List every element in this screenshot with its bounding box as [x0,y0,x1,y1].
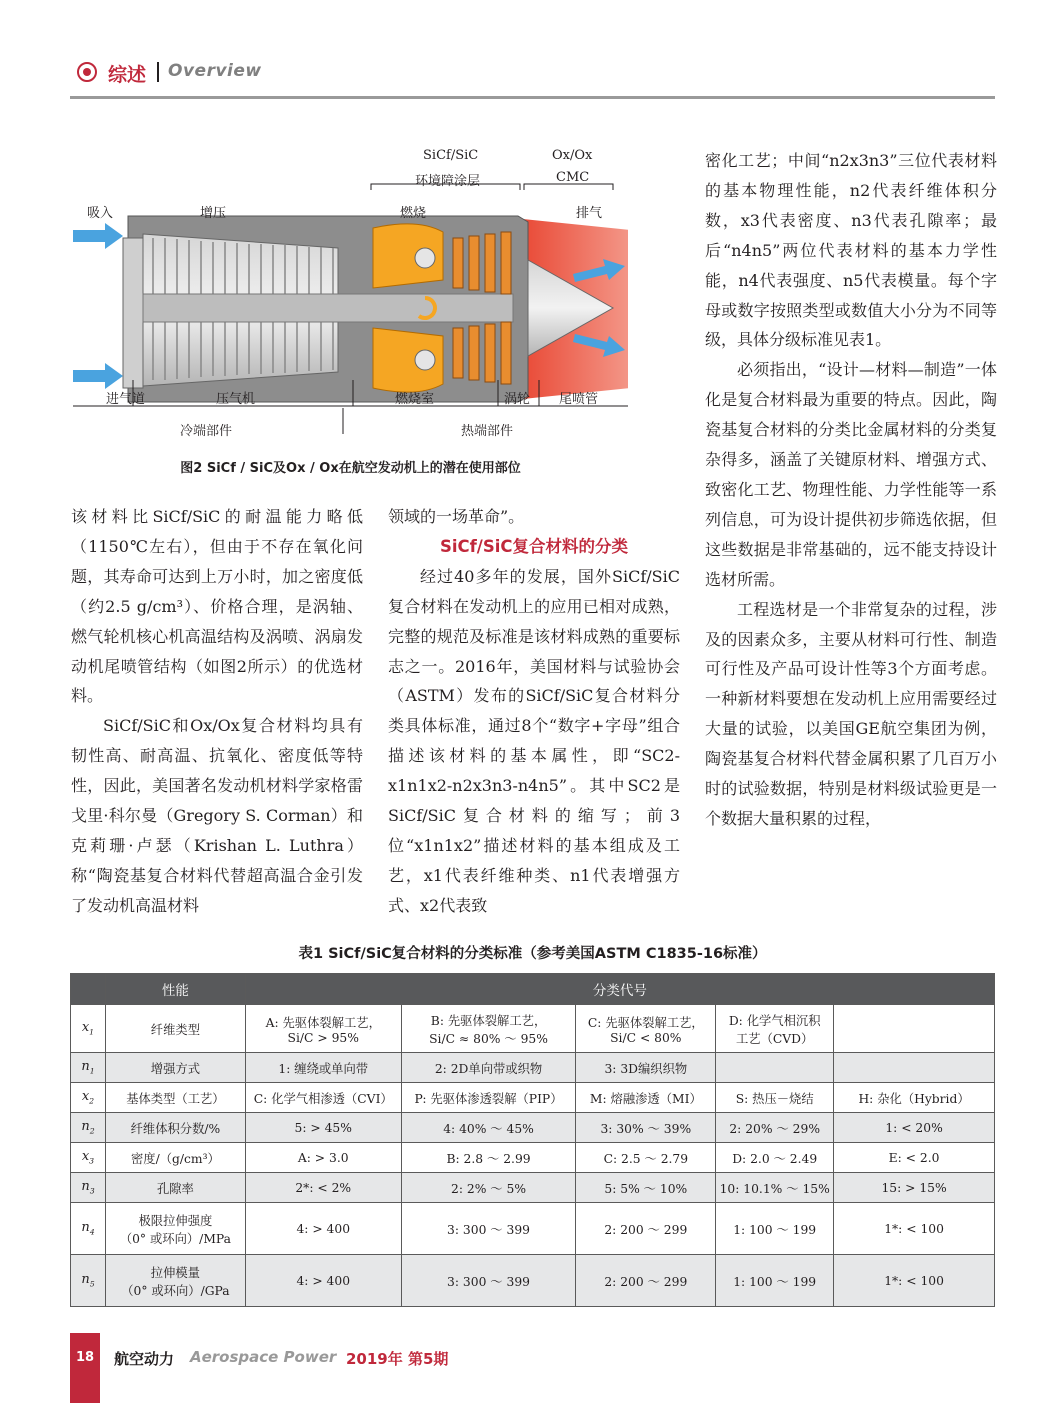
text-column-1 [71,502,363,921]
table-code-cell: D: 化学气相沉积 工艺（CVD） [716,1005,834,1053]
fig-label-turbine: 涡轮 [504,392,531,407]
engine-diagram [73,148,628,446]
table-property-cell: 增强方式 [105,1053,245,1083]
table-header-cell [71,974,106,1005]
table-code-cell: 3: 300 ～ 399 [401,1255,576,1307]
table-code-cell [834,1053,995,1083]
table-symbol-cell: $n_3$ [71,1173,106,1203]
table-code-cell: 2: 2% ～ 5% [401,1173,576,1203]
table-code-cell: 1: 100 ～ 199 [716,1203,834,1255]
table-row [71,1255,995,1307]
paragraph: SiCf/SiC和Ox/Ox复合材料均具有韧性高、耐高温、抗氧化、密度低等特性，因此，美国著名发动机材料学家格雷戈里·科尔曼（Gregory S. Corman）和克莉珊·卢瑟（Krishan L. Luthra）称“陶瓷基复合材料代替超高温合金引发了发动机高温材料 [71,716,363,915]
table-property-cell: 纤维类型 [105,1005,245,1053]
table-row [71,1173,995,1203]
fig-label-barrier: 环境障涂层 [415,174,481,189]
journal-name-cn: 航空动力 [114,1350,175,1368]
header-separator [157,62,159,82]
table-code-cell: B: 2.8 ～ 2.99 [401,1143,576,1173]
fig-label-compressor: 压气机 [216,392,256,407]
fig-label-oxox: Ox/Ox [552,148,593,163]
paragraph: 领域的一场革命”。 [388,507,525,526]
table-code-cell: 5: 5% ～ 10% [576,1173,716,1203]
table-caption: 表1 SiCf/SiC复合材料的分类标准（参考美国ASTM C1835-16标准） [298,946,767,962]
table-code-cell: D: 2.0 ～ 2.49 [716,1143,834,1173]
table-code-cell: C: 先驱体裂解工艺， Si/C < 80% [576,1005,716,1053]
table-property-cell: 基体类型（工艺） [105,1083,245,1113]
fig-label-combust: 燃烧 [400,206,427,221]
table-code-cell: 1*: < 100 [834,1203,995,1255]
section-heading: SiCf/SiC复合材料的分类 [439,536,628,556]
table-row [71,1203,995,1255]
table-row [71,1143,995,1173]
table-code-cell: 15: > 15% [834,1173,995,1203]
table-symbol-cell: $n_5$ [71,1255,106,1307]
table-code-cell: 3: 30% ～ 39% [576,1113,716,1143]
classification-table [70,973,995,1307]
table-code-cell: P: 先驱体渗透裂解（PIP） [401,1083,576,1113]
table-code-cell [834,1005,995,1053]
engine-figure [73,148,628,446]
journal-logo-icon [77,62,97,82]
table-code-cell: 2: 200 ～ 299 [576,1255,716,1307]
table-row [71,1083,995,1113]
table-code-cell: A: 先驱体裂解工艺， Si/C > 95% [245,1005,401,1053]
paragraph: 工程选材是一个非常复杂的过程，涉及的因素众多，主要从材料可行性、制造可行性及产品可设计性等3个方面考虑。一种新材料要想在发动机上应用需要经过大量的试验，以美国GE航空集团为例，陶瓷基复合材料代替金属积累了几百万小时的试验数据，特别是材料级试验更是一个数据大量积累的过程， [705,599,997,828]
table-property-cell: 纤维体积分数/% [105,1113,245,1143]
section-title-en: Overview [168,61,262,81]
table-symbol-cell: $n_2$ [71,1113,106,1143]
page-tab [70,1333,100,1403]
table-property-cell: 拉伸模量 （0° 或环向）/GPa [105,1255,245,1307]
fig-label-cold: 冷端部件 [180,424,233,439]
fig-label-sicsic: SiCf/SiC [423,148,479,163]
page-number: 18 [75,1350,95,1365]
paragraph: 必须指出，“设计—材料—制造”一体化是复合材料最为重要的特点。因此，陶瓷基复合材料的分类比金属材料的分类复杂得多，涵盖了关键原材料、增强方式、致密化工艺、物理性能、力学性能等一系列信息，可为设计提供初步筛选依据，但这些数据是非常基础的，远不能支持设计选材所需。 [705,360,997,589]
table-code-cell: 2: 2D单向带或织物 [401,1053,576,1083]
fig-label-hot: 热端部件 [461,424,514,439]
table-code-cell: S: 热压－烧结 [716,1083,834,1113]
table-code-cell: 10: 10.1% ～ 15% [716,1173,834,1203]
table-code-cell: 1: < 20% [834,1113,995,1143]
journal-issue: 2019年 第5期 [346,1350,449,1368]
table-code-cell: 1: 缠绕或单向带 [245,1053,401,1083]
fig-label-intake: 吸入 [87,206,114,221]
fig-label-cmc: CMC [556,170,590,185]
paragraph: 经过40多年的发展，国外SiCf/SiC复合材料在发动机上的应用已相对成熟，完整的规范及标准是该材料成熟的重要标志之一。2016年，美国材料与试验协会（ASTM）发布的SiCf/SiC复合材料分类具体标准，通过8个“数字+字母”组合描述该材料的基本属性，即“SC2-x1n1x2-n2x3n3-n4n5”。其中SC2是SiCf/SiC复合材料的缩写；前3位“x1n1x2”描述材料的基本组成及工艺，x1代表纤维种类、n1代表增强方式、x2代表致 [388,566,680,915]
section-title-cn: 综述 [108,64,147,86]
paragraph: 密化工艺；中间“n2x3n3”三位代表材料的基本物理性能，n2代表纤维体积分数，x3代表密度、n3代表孔隙率；最后“n4n5”两位代表材料的基本力学性能，n4代表强度、n5代表模量。每个字母或数字按照类型或数值大小分为不同等级，具体分级标准见表1。 [705,151,997,350]
table-code-cell: 2*: < 2% [245,1173,401,1203]
table-header-row [71,974,995,1005]
table-code-cell: 3: 300 ～ 399 [401,1203,576,1255]
fig-label-nozzle: 尾喷管 [559,392,599,407]
fig-label-exhaust: 排气 [576,206,603,221]
table-symbol-cell: $x_2$ [71,1083,106,1113]
table-symbol-cell: $x_1$ [71,1005,106,1053]
fig-label-combustor: 燃烧室 [395,392,435,407]
table-code-cell: C: 2.5 ～ 2.79 [576,1143,716,1173]
table-property-cell: 孔隙率 [105,1173,245,1203]
table-code-cell: E: < 2.0 [834,1143,995,1173]
table-header-code: 分类代号 [245,974,994,1005]
table-code-cell: B: 先驱体裂解工艺， Si/C ≈ 80% ～ 95% [401,1005,576,1053]
table-code-cell: 2: 20% ～ 29% [716,1113,834,1143]
table-row [71,1005,995,1053]
table-symbol-cell: $n_1$ [71,1053,106,1083]
table-symbol-cell: $x_3$ [71,1143,106,1173]
text-column-3 [705,146,997,834]
table-property-cell: 极限拉伸强度 （0° 或环向）/MPa [105,1203,245,1255]
table-code-cell [716,1053,834,1083]
table-code-cell: 1: 100 ～ 199 [716,1255,834,1307]
table-property-cell: 密度/（g/cm³） [105,1143,245,1173]
table-symbol-cell: $n_4$ [71,1203,106,1255]
paragraph: 该材料比SiCf/SiC的耐温能力略低（1150℃左右），但由于不存在氧化问题，其寿命可达到上万小时，加之密度低（约2.5 g/cm³）、价格合理，是涡轴、燃气轮机核心机高温结构及涡喷、涡扇发动机尾喷管结构（如图2所示）的优选材料。 [71,507,363,706]
table-row [71,1113,995,1143]
text-column-2 [388,502,680,921]
table-code-cell: 2: 200 ～ 299 [576,1203,716,1255]
header-rule [70,96,995,99]
table-code-cell: 4: 40% ～ 45% [401,1113,576,1143]
table-code-cell: 1*: < 100 [834,1255,995,1307]
figure-caption: 图2 SiCf / SiC及Ox / Ox在航空发动机上的潜在使用部位 [180,461,521,476]
table-header-prop: 性能 [105,974,245,1005]
table-code-cell: A: > 3.0 [245,1143,401,1173]
fig-label-compress: 增压 [200,206,227,221]
table-row [71,1053,995,1083]
table-code-cell: C: 化学气相渗透（CVI） [245,1083,401,1113]
table-code-cell: 4: > 400 [245,1255,401,1307]
fig-label-inlet: 进气道 [106,392,146,407]
table-code-cell: 4: > 400 [245,1203,401,1255]
table-code-cell: M: 熔融渗透（MI） [576,1083,716,1113]
table-code-cell: 5: > 45% [245,1113,401,1143]
table-code-cell: 3: 3D编织织物 [576,1053,716,1083]
table-code-cell: H: 杂化（Hybrid） [834,1083,995,1113]
journal-name-en: Aerospace Power [190,1348,337,1366]
